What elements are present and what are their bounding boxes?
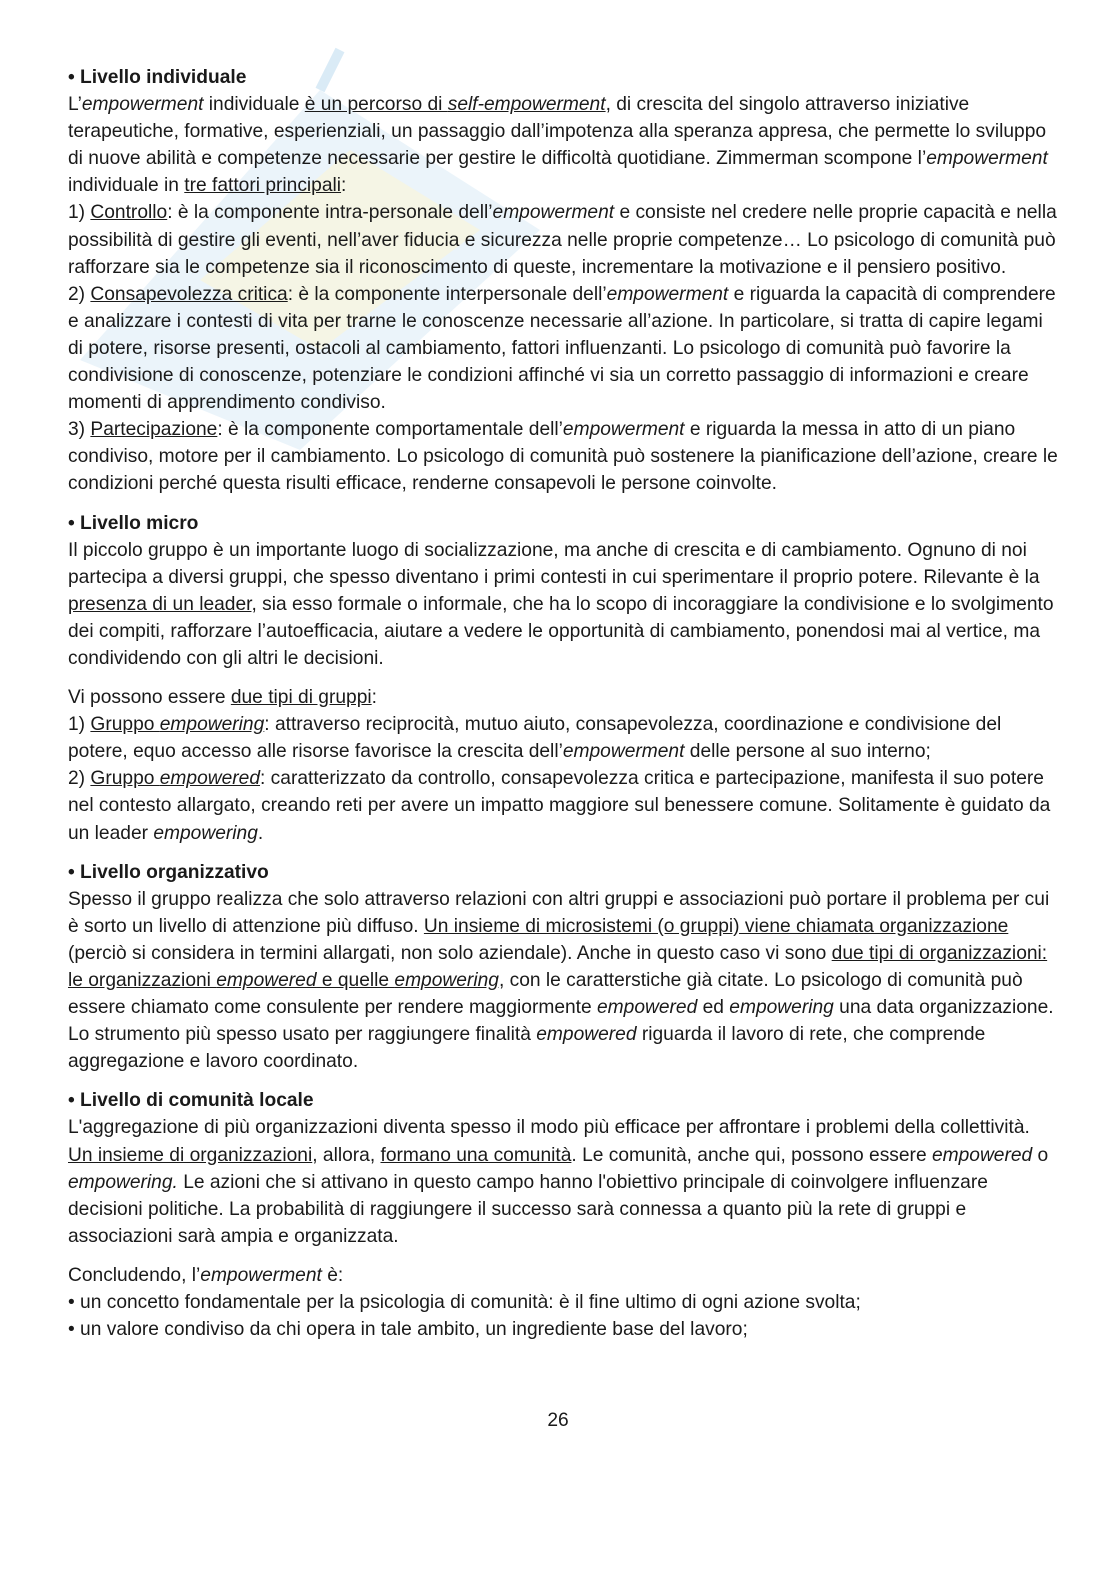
text-run: : caratterizzato da controllo, consapevolezza critica e partecipazione, manifesta il suo potere nel contesto allargato, creando reti per avere un impatto maggiore sul benessere comune. Solitamente è guidato da un leader bbox=[68, 768, 1051, 844]
text-run: è: bbox=[321, 1264, 344, 1286]
underlined-text: Gruppo bbox=[90, 714, 160, 736]
underlined-text: empowering bbox=[394, 970, 499, 991]
paragraph bbox=[68, 199, 1058, 280]
text-run: 2) bbox=[68, 768, 91, 790]
underlined-text: due tipi di gruppi bbox=[230, 687, 372, 709]
underlined-text: e quelle bbox=[316, 970, 395, 991]
text-run: 1) bbox=[68, 202, 91, 224]
section-heading: • Livello organizzativo bbox=[68, 861, 269, 883]
text-run: , di crescita del singolo attraverso iniziative terapeutiche, formative, esperienziali, un passaggio dall’impotenza alla speranza appresa, che permette lo sviluppo di nuove abilità e competenze necessarie per gestire le difficoltà quotidiane. Zimmerman scompone l’ bbox=[68, 94, 1047, 170]
section-heading: • Livello di comunità locale bbox=[68, 1090, 314, 1112]
document-body bbox=[68, 64, 1058, 1355]
italic-text: empowering. bbox=[68, 1171, 178, 1193]
italic-text: empowerment bbox=[926, 148, 1048, 170]
italic-text: empowerment bbox=[492, 202, 615, 224]
text-run: L’ bbox=[68, 94, 82, 116]
section bbox=[68, 510, 1058, 847]
paragraph bbox=[68, 711, 1058, 765]
text-run: o bbox=[1032, 1144, 1049, 1166]
paragraph bbox=[68, 1114, 1058, 1249]
underlined-text: formano una comunità bbox=[380, 1144, 572, 1166]
text-run: Spesso il gruppo realizza che solo attraverso relazioni con altri gruppi e associazioni può portare il problema per cui è sorto un livello di attenzione più diffuso. bbox=[68, 888, 1050, 937]
italic-text: empowering bbox=[729, 997, 834, 1019]
text-run: , con le caratterstiche già citate. Lo psicologo di comunità può essere chiamato come consulente per rendere maggiormente bbox=[68, 970, 1023, 1019]
text-run: 3) bbox=[68, 419, 91, 441]
underlined-text: Gruppo bbox=[90, 768, 160, 790]
underlined-text: Consapevolezza critica bbox=[90, 283, 288, 305]
text-run: : bbox=[341, 175, 347, 197]
text-run: Il piccolo gruppo è un importante luogo di socializzazione, ma anche di crescita e di cambiamento. Ognuno di noi partecipa a diversi gruppi, che spesso diventano i primi contesti in cui sperimentare il proprio potere. Rilevante è la bbox=[68, 539, 1040, 588]
paragraph bbox=[68, 91, 1058, 199]
italic-text: empowerment bbox=[606, 283, 729, 305]
underlined-text: due tipi di organizzazioni: le organizzazioni bbox=[68, 942, 1048, 991]
text-run: • un concetto fondamentale per la psicologia di comunità: è il fine ultimo di ogni azione svolta; bbox=[68, 1292, 861, 1314]
paragraph bbox=[68, 281, 1058, 416]
paragraph bbox=[68, 765, 1058, 846]
italic-text: empowerment bbox=[562, 419, 685, 441]
text-run: , sia esso formale o informale, che ha lo scopo di incoraggiare la condivisione e lo svolgimento dei compiti, rafforzare l’autoefficacia, aiutare a vedere le opportunità di cambiamento, ponendosi mai al vertice, ma condividendo con gli altri le decisioni. bbox=[68, 593, 1054, 669]
italic-text: empowerment bbox=[81, 94, 204, 116]
text-run: : bbox=[371, 687, 377, 709]
italic-text: empowered bbox=[536, 1024, 637, 1046]
page-number: 26 bbox=[547, 1410, 569, 1431]
underlined-text: empowered bbox=[216, 970, 317, 991]
italic-text: empowered bbox=[597, 997, 698, 1019]
text-run: , allora, bbox=[312, 1144, 381, 1166]
paragraph bbox=[68, 886, 1058, 1076]
underlined-text: empowering bbox=[159, 714, 265, 736]
paragraph bbox=[68, 1316, 1058, 1343]
paragraph bbox=[68, 684, 1058, 711]
paragraph bbox=[68, 537, 1058, 672]
italic-text: empowerment bbox=[200, 1264, 322, 1286]
italic-text: empowering bbox=[153, 822, 258, 844]
text-run: 2) bbox=[68, 283, 91, 305]
section bbox=[68, 859, 1058, 1076]
paragraph-spacer bbox=[68, 672, 1058, 684]
text-run: : attraverso reciprocità, mutuo aiuto, consapevolezza, coordinazione e condivisione del potere, equo accesso alle risorse favorisce la crescita dell’ bbox=[68, 714, 1002, 763]
section-heading: • Livello individuale bbox=[68, 67, 247, 88]
section bbox=[68, 64, 1058, 498]
paragraph bbox=[68, 1262, 1058, 1289]
text-run: (perciò si considera in termini allargati, non solo aziendale). Anche in questo caso vi sono bbox=[68, 942, 832, 964]
text-run: Le azioni che si attivano in questo campo hanno l'obiettivo principale di coinvolgere influenzare decisioni politiche. La probabilità di raggiungere il successo sarà connessa a quanto più la rete di gruppi e associazioni sarà ampia e organizzata. bbox=[68, 1171, 988, 1247]
text-run: e consiste nel credere nelle proprie capacità e nella possibilità di gestire gli eventi, nell’aver fiducia e sicurezza nelle proprie competenze… Lo psicologo di comunità può rafforzare sia le competenze sia il riconoscimento di queste, incrementare la motivazione e il pensiero positivo. bbox=[68, 202, 1057, 278]
underlined-text: è un percorso di bbox=[304, 94, 448, 116]
section bbox=[68, 1087, 1058, 1250]
section-heading: • Livello micro bbox=[68, 512, 199, 534]
text-run: L'aggregazione di più organizzazioni diventa spesso il modo più efficace per affrontare i problemi della collettività. bbox=[68, 1117, 1030, 1139]
text-run: una data organizzazione. Lo strumento più spesso usato per raggiungere finalità bbox=[68, 997, 1054, 1046]
underlined-text: Un insieme di organizzazioni bbox=[68, 1144, 313, 1166]
text-run: delle persone al suo interno; bbox=[684, 741, 931, 763]
text-run: e riguarda la messa in atto di un piano condiviso, motore per il cambiamento. Lo psicologo di comunità può sostenere la pianificazione dell’azione, creare le condizioni perché questa risulti efficace, renderne consapevoli le persone coinvolte. bbox=[68, 419, 1058, 495]
underlined-text: Un insieme di microsistemi (o gruppi) viene chiamata organizzazione bbox=[423, 915, 1009, 937]
section bbox=[68, 1262, 1058, 1343]
paragraph bbox=[68, 1289, 1058, 1316]
underlined-text: empowered bbox=[159, 768, 261, 790]
paragraph bbox=[68, 416, 1058, 497]
underlined-text: presenza di un leader bbox=[68, 593, 252, 615]
text-run: : è la componente comportamentale dell’ bbox=[217, 419, 563, 441]
text-run: • un valore condiviso da chi opera in tale ambito, un ingrediente base del lavoro; bbox=[68, 1319, 748, 1341]
underlined-text: Controllo bbox=[90, 202, 168, 224]
italic-text: empowered bbox=[931, 1144, 1033, 1166]
text-run: Concludendo, l’ bbox=[68, 1264, 201, 1286]
text-run: 1) bbox=[68, 714, 91, 736]
text-run: : è la componente intra-personale dell’ bbox=[167, 202, 493, 224]
text-run: Vi possono essere bbox=[68, 687, 231, 709]
text-run: e riguarda la capacità di comprendere e analizzare i contesti di vita per trarne le conoscenze necessarie all’azione. In particolare, si tratta di capire legami di potere, risorse presenti, ostacoli al cambiamento, fattori influenzanti. Lo psicologo di comunità può favorire la condivisione di conoscenze, potenziare le condizioni affinché vi sia un corretto passaggio di informazioni e creare momenti di apprendimento condiviso. bbox=[68, 283, 1056, 414]
italic-text: empowerment bbox=[562, 741, 685, 763]
text-run: individuale in bbox=[68, 175, 185, 197]
text-run: ed bbox=[697, 997, 730, 1019]
underlined-text: self-empowerment bbox=[447, 94, 606, 116]
text-run: : è la componente interpersonale dell’ bbox=[287, 283, 607, 305]
underlined-text: tre fattori principali bbox=[184, 175, 342, 197]
underlined-text: Partecipazione bbox=[90, 419, 218, 441]
text-run: . bbox=[257, 822, 264, 844]
text-run: individuale bbox=[203, 94, 305, 116]
text-run: . Le comunità, anche qui, possono essere bbox=[571, 1144, 932, 1166]
text-run: riguarda il lavoro di rete, che comprende aggregazione e lavoro coordinato. bbox=[68, 1024, 986, 1073]
